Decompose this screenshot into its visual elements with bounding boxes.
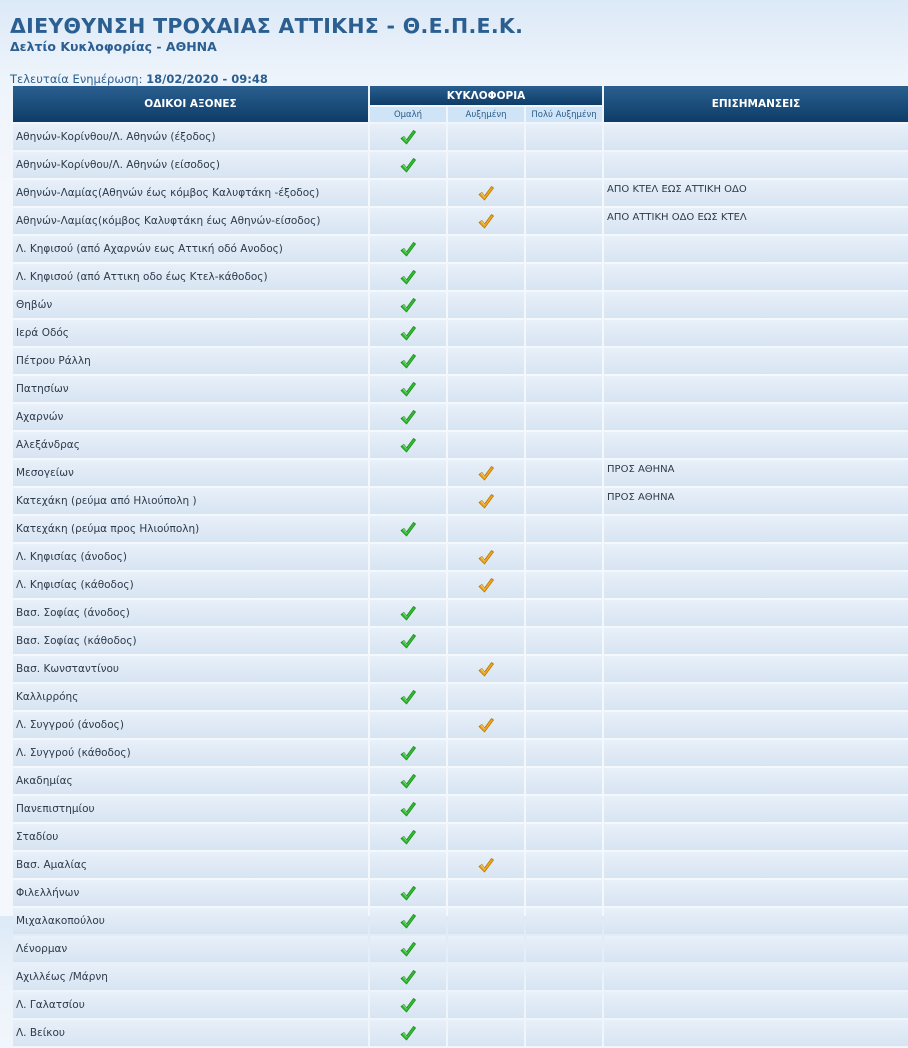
road-name: Πέτρου Ράλλη — [13, 348, 368, 374]
note-cell: ΠΡΟΣ ΑΘΗΝΑ — [604, 488, 908, 514]
status-normal-cell — [370, 432, 446, 458]
note-cell: ΑΠΟ ΑΤΤΙΚΗ ΟΔΟ ΕΩΣ ΚΤΕΛ — [604, 208, 908, 234]
table-row — [13, 404, 908, 430]
road-name: Φιλελλήνων — [13, 880, 368, 906]
status-normal-cell — [370, 936, 446, 962]
road-name: Αθηνών-Λαμίας(κόμβος Καλυφτάκη έως Αθηνών-είσοδος) — [13, 208, 368, 234]
status-very-increased-cell — [526, 180, 602, 206]
status-very-increased-cell — [526, 684, 602, 710]
table-row — [13, 460, 908, 486]
green-check-icon — [399, 604, 417, 622]
traffic-table — [11, 84, 908, 1048]
status-increased-cell — [448, 656, 524, 682]
status-increased-cell — [448, 208, 524, 234]
last-update-label: Τελευταία Ενημέρωση: — [10, 72, 143, 86]
column-header-roads: ΟΔΙΚΟΙ ΑΞΟΝΕΣ — [13, 86, 368, 122]
status-increased-cell — [448, 992, 524, 1018]
table-row — [13, 740, 908, 766]
table-row — [13, 264, 908, 290]
status-very-increased-cell — [526, 572, 602, 598]
table-row — [13, 964, 908, 990]
status-very-increased-cell — [526, 628, 602, 654]
table-row — [13, 880, 908, 906]
table-row — [13, 292, 908, 318]
status-very-increased-cell — [526, 516, 602, 542]
table-row — [13, 908, 908, 934]
status-increased-cell — [448, 544, 524, 570]
table-row — [13, 124, 908, 150]
green-check-icon — [399, 940, 417, 958]
status-increased-cell — [448, 768, 524, 794]
road-name: Λ. Κηφισού (από Αχαρνών εως Αττική οδό Ανοδος) — [13, 236, 368, 262]
table-row — [13, 936, 908, 962]
note-cell — [604, 432, 908, 458]
note-cell — [604, 600, 908, 626]
status-normal-cell — [370, 712, 446, 738]
traffic-rows — [13, 124, 908, 1046]
note-cell — [604, 824, 908, 850]
status-increased-cell — [448, 180, 524, 206]
orange-check-icon — [477, 184, 495, 202]
note-cell — [604, 880, 908, 906]
status-normal-cell — [370, 544, 446, 570]
table-row — [13, 768, 908, 794]
note-cell — [604, 572, 908, 598]
table-row — [13, 628, 908, 654]
column-header-notes: ΕΠΙΣΗΜΑΝΣΕΙΣ — [604, 86, 908, 122]
page-header — [0, 0, 908, 72]
page-subtitle: Δελτίο Κυκλοφορίας - ΑΘΗΝΑ — [10, 39, 217, 54]
green-check-icon — [399, 156, 417, 174]
column-header-normal: Ομαλή — [370, 107, 446, 122]
status-normal-cell — [370, 824, 446, 850]
status-normal-cell — [370, 964, 446, 990]
table-row — [13, 824, 908, 850]
road-name: Αθηνών-Κορίνθου/Λ. Αθηνών (είσοδος) — [13, 152, 368, 178]
green-check-icon — [399, 408, 417, 426]
orange-check-icon — [477, 548, 495, 566]
status-very-increased-cell — [526, 964, 602, 990]
table-row — [13, 376, 908, 402]
status-very-increased-cell — [526, 432, 602, 458]
green-check-icon — [399, 688, 417, 706]
status-normal-cell — [370, 908, 446, 934]
status-very-increased-cell — [526, 320, 602, 346]
note-cell — [604, 348, 908, 374]
note-cell — [604, 236, 908, 262]
green-check-icon — [399, 352, 417, 370]
status-normal-cell — [370, 376, 446, 402]
green-check-icon — [399, 268, 417, 286]
status-increased-cell — [448, 348, 524, 374]
status-normal-cell — [370, 684, 446, 710]
status-very-increased-cell — [526, 656, 602, 682]
road-name: Αλεξάνδρας — [13, 432, 368, 458]
green-check-icon — [399, 1024, 417, 1042]
table-row — [13, 320, 908, 346]
status-increased-cell — [448, 488, 524, 514]
note-cell — [604, 376, 908, 402]
status-very-increased-cell — [526, 936, 602, 962]
status-very-increased-cell — [526, 852, 602, 878]
status-increased-cell — [448, 516, 524, 542]
table-row — [13, 712, 908, 738]
note-cell — [604, 292, 908, 318]
column-header-very-increased: Πολύ Αυξημένη — [526, 107, 602, 122]
status-increased-cell — [448, 572, 524, 598]
status-increased-cell — [448, 404, 524, 430]
road-name: Ιερά Οδός — [13, 320, 368, 346]
status-increased-cell — [448, 124, 524, 150]
orange-check-icon — [477, 660, 495, 678]
status-increased-cell — [448, 600, 524, 626]
table-row — [13, 208, 908, 234]
page-title: ΔΙΕΥΘΥΝΣΗ ΤΡΟΧΑΙΑΣ ΑΤΤΙΚΗΣ - Θ.Ε.Π.Ε.Κ. — [10, 14, 524, 38]
status-very-increased-cell — [526, 908, 602, 934]
status-very-increased-cell — [526, 992, 602, 1018]
note-cell — [604, 992, 908, 1018]
table-row — [13, 684, 908, 710]
road-name: Κατεχάκη (ρεύμα προς Ηλιούπολη) — [13, 516, 368, 542]
status-normal-cell — [370, 208, 446, 234]
status-normal-cell — [370, 992, 446, 1018]
status-increased-cell — [448, 432, 524, 458]
road-name: Λ. Κηφισίας (άνοδος) — [13, 544, 368, 570]
table-row — [13, 656, 908, 682]
orange-check-icon — [477, 464, 495, 482]
status-normal-cell — [370, 264, 446, 290]
status-normal-cell — [370, 796, 446, 822]
status-normal-cell — [370, 180, 446, 206]
status-very-increased-cell — [526, 740, 602, 766]
note-cell — [604, 628, 908, 654]
status-increased-cell — [448, 852, 524, 878]
status-normal-cell — [370, 124, 446, 150]
status-very-increased-cell — [526, 124, 602, 150]
status-normal-cell — [370, 740, 446, 766]
status-very-increased-cell — [526, 768, 602, 794]
status-increased-cell — [448, 628, 524, 654]
road-name: Θηβών — [13, 292, 368, 318]
green-check-icon — [399, 632, 417, 650]
orange-check-icon — [477, 212, 495, 230]
status-very-increased-cell — [526, 488, 602, 514]
road-name: Μεσογείων — [13, 460, 368, 486]
green-check-icon — [399, 324, 417, 342]
green-check-icon — [399, 884, 417, 902]
status-very-increased-cell — [526, 880, 602, 906]
status-very-increased-cell — [526, 404, 602, 430]
green-check-icon — [399, 968, 417, 986]
green-check-icon — [399, 828, 417, 846]
road-name: Λ. Συγγρού (άνοδος) — [13, 712, 368, 738]
road-name: Κατεχάκη (ρεύμα από Ηλιούπολη ) — [13, 488, 368, 514]
status-increased-cell — [448, 936, 524, 962]
status-increased-cell — [448, 376, 524, 402]
road-name: Αθηνών-Λαμίας(Αθηνών έως κόμβος Καλυφτάκη -έξοδος) — [13, 180, 368, 206]
status-normal-cell — [370, 628, 446, 654]
table-row — [13, 852, 908, 878]
green-check-icon — [399, 996, 417, 1014]
status-very-increased-cell — [526, 292, 602, 318]
table-row — [13, 544, 908, 570]
note-cell — [604, 320, 908, 346]
status-increased-cell — [448, 796, 524, 822]
status-normal-cell — [370, 768, 446, 794]
status-increased-cell — [448, 152, 524, 178]
green-check-icon — [399, 772, 417, 790]
status-increased-cell — [448, 236, 524, 262]
note-cell: ΑΠΟ ΚΤΕΛ ΕΩΣ ΑΤΤΙΚΗ ΟΔΟ — [604, 180, 908, 206]
note-cell — [604, 684, 908, 710]
table-row — [13, 516, 908, 542]
status-very-increased-cell — [526, 1020, 602, 1046]
note-cell — [604, 712, 908, 738]
status-normal-cell — [370, 488, 446, 514]
table-row — [13, 488, 908, 514]
table-row — [13, 1020, 908, 1046]
status-very-increased-cell — [526, 796, 602, 822]
column-header-increased: Αυξημένη — [448, 107, 524, 122]
status-normal-cell — [370, 152, 446, 178]
status-very-increased-cell — [526, 348, 602, 374]
status-normal-cell — [370, 292, 446, 318]
table-row — [13, 348, 908, 374]
status-normal-cell — [370, 348, 446, 374]
note-cell — [604, 852, 908, 878]
table-row — [13, 572, 908, 598]
status-very-increased-cell — [526, 376, 602, 402]
road-name: Λ. Κηφισού (από Αττικη οδο έως Κτελ-κάθοδος) — [13, 264, 368, 290]
green-check-icon — [399, 744, 417, 762]
status-very-increased-cell — [526, 544, 602, 570]
status-very-increased-cell — [526, 152, 602, 178]
note-cell — [604, 964, 908, 990]
status-normal-cell — [370, 880, 446, 906]
road-name: Βασ. Κωνσταντίνου — [13, 656, 368, 682]
road-name: Πατησίων — [13, 376, 368, 402]
last-update-value: 18/02/2020 - 09:48 — [146, 72, 268, 86]
status-normal-cell — [370, 1020, 446, 1046]
orange-check-icon — [477, 716, 495, 734]
green-check-icon — [399, 128, 417, 146]
road-name: Καλλιρρόης — [13, 684, 368, 710]
note-cell — [604, 768, 908, 794]
table-row — [13, 796, 908, 822]
note-cell — [604, 544, 908, 570]
note-cell: ΠΡΟΣ ΑΘΗΝΑ — [604, 460, 908, 486]
note-cell — [604, 516, 908, 542]
green-check-icon — [399, 436, 417, 454]
road-name: Λ. Βείκου — [13, 1020, 368, 1046]
green-check-icon — [399, 520, 417, 538]
status-normal-cell — [370, 404, 446, 430]
status-increased-cell — [448, 460, 524, 486]
road-name: Πανεπιστημίου — [13, 796, 368, 822]
status-normal-cell — [370, 656, 446, 682]
status-normal-cell — [370, 572, 446, 598]
table-row — [13, 992, 908, 1018]
status-increased-cell — [448, 1020, 524, 1046]
orange-check-icon — [477, 856, 495, 874]
road-name: Λένορμαν — [13, 936, 368, 962]
table-row — [13, 600, 908, 626]
status-very-increased-cell — [526, 460, 602, 486]
road-name: Ακαδημίας — [13, 768, 368, 794]
road-name: Αθηνών-Κορίνθου/Λ. Αθηνών (έξοδος) — [13, 124, 368, 150]
status-very-increased-cell — [526, 712, 602, 738]
road-name: Λ. Συγγρού (κάθοδος) — [13, 740, 368, 766]
note-cell — [604, 740, 908, 766]
table-row — [13, 236, 908, 262]
status-normal-cell — [370, 600, 446, 626]
road-name: Βασ. Αμαλίας — [13, 852, 368, 878]
road-name: Βασ. Σοφίας (άνοδος) — [13, 600, 368, 626]
status-very-increased-cell — [526, 600, 602, 626]
green-check-icon — [399, 240, 417, 258]
note-cell — [604, 936, 908, 962]
status-normal-cell — [370, 236, 446, 262]
status-increased-cell — [448, 684, 524, 710]
status-increased-cell — [448, 964, 524, 990]
status-normal-cell — [370, 460, 446, 486]
orange-check-icon — [477, 576, 495, 594]
status-increased-cell — [448, 292, 524, 318]
note-cell — [604, 796, 908, 822]
green-check-icon — [399, 296, 417, 314]
note-cell — [604, 124, 908, 150]
road-name: Βασ. Σοφίας (κάθοδος) — [13, 628, 368, 654]
green-check-icon — [399, 912, 417, 930]
note-cell — [604, 908, 908, 934]
status-very-increased-cell — [526, 208, 602, 234]
road-name: Αχιλλέως /Μάρνη — [13, 964, 368, 990]
status-normal-cell — [370, 852, 446, 878]
status-increased-cell — [448, 740, 524, 766]
road-name: Λ. Γαλατσίου — [13, 992, 368, 1018]
note-cell — [604, 404, 908, 430]
status-increased-cell — [448, 824, 524, 850]
road-name: Αχαρνών — [13, 404, 368, 430]
road-name: Μιχαλακοπούλου — [13, 908, 368, 934]
table-row — [13, 152, 908, 178]
orange-check-icon — [477, 492, 495, 510]
status-very-increased-cell — [526, 824, 602, 850]
note-cell — [604, 264, 908, 290]
status-normal-cell — [370, 516, 446, 542]
status-increased-cell — [448, 908, 524, 934]
status-increased-cell — [448, 712, 524, 738]
note-cell — [604, 152, 908, 178]
status-increased-cell — [448, 320, 524, 346]
status-increased-cell — [448, 264, 524, 290]
status-normal-cell — [370, 320, 446, 346]
green-check-icon — [399, 380, 417, 398]
status-increased-cell — [448, 880, 524, 906]
road-name: Λ. Κηφισίας (κάθοδος) — [13, 572, 368, 598]
table-row — [13, 432, 908, 458]
note-cell — [604, 656, 908, 682]
column-header-traffic: ΚΥΚΛΟΦΟΡΙΑ — [370, 86, 602, 105]
table-row — [13, 180, 908, 206]
status-very-increased-cell — [526, 236, 602, 262]
road-name: Σταδίου — [13, 824, 368, 850]
green-check-icon — [399, 800, 417, 818]
note-cell — [604, 1020, 908, 1046]
status-very-increased-cell — [526, 264, 602, 290]
